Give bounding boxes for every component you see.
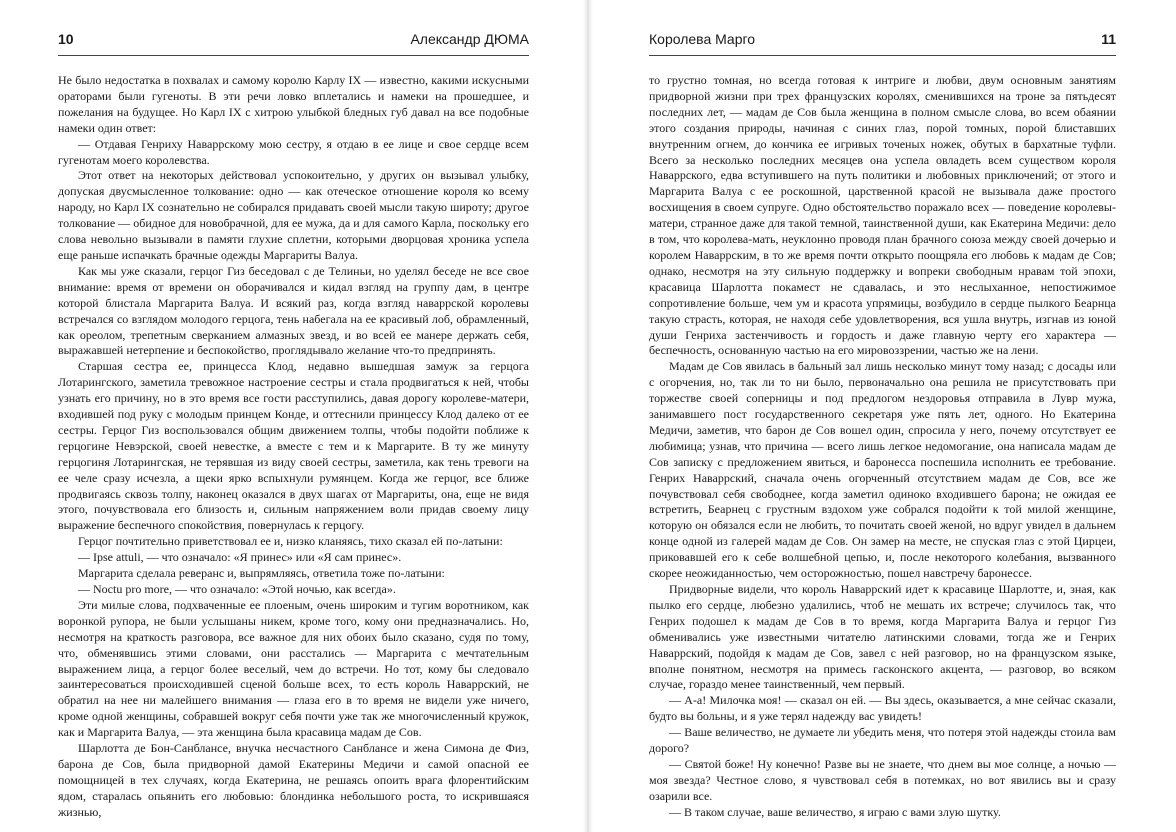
left-page-header (58, 31, 529, 53)
right-page-body (649, 73, 1116, 821)
paragraph: Герцог почтительно приветствовал ее и, низко кланяясь, тихо сказал ей по-латыни: (78, 534, 503, 549)
paragraph: — В таком случае, ваше величество, я играю с вами злую шутку. (669, 804, 1001, 819)
paragraph: — Noctu pro more, — что означало: «Этой ночью, как всегда». (78, 582, 396, 596)
paragraph: — Ipse attuli, — что означало: «Я принес» или «Я сам принес». (78, 550, 402, 565)
paragraph: Этот ответ на некоторых действовал успокоительно, у других он вызывал улыбку, допуская двусмысленное толкование: одно — как отеческое отношение короля ко всему народу, но Карл IX сознательно не собирался придавать своей мысли такую широту; другое толкование — обидное для новобрачной, для ее мужа, да и для самого Карла, поскольку его слова невольно вызывали в памяти глухие сплетни, которыми дворцовая хроника успела еще раньше испачкать брачные одежды Маргариты Валуа. (58, 168, 529, 262)
left-page (0, 0, 583, 832)
paragraph: Старшая сестра ее, принцесса Клод, недавно вышедшая замуж за герцога Лотарингского, заметила тревожное настроение сестры и стала продвигаться к ней, чтобы узнать его причину, но в это время все гости расступились, давая дорогу королеве-матери, входившей под руку с молодым принцем Конде, и оттеснили принцессу Клод далеко от ее сестры. Герцог Гиз воспользовался общим движением толпы, чтобы подойти поближе к герцогине Невэрской, своей невестке, а вместе с тем и к Маргарите. В ту же минуту герцогиня Лотарингская, не терявшая из виду своей сестры, заметила, как тень тревоги на ее челе сразу исчезла, а щеки ярко вспыхнули румянцем. Когда же герцог, все ближе продвигаясь сквозь толпу, наконец оказался в двух шагах от Маргариты, она, еще не видя этого, почувствовала его близость и, сильным напряжением воли придав своему лицу выражение беспечного спокойствия, повернулась к герцогу. (58, 359, 529, 533)
right-page (593, 0, 1176, 832)
paragraph: Мадам де Сов явилась в бальный зал лишь несколько минут тому назад; с досады или с огорчения, но, так ли то ни было, первоначально она решила не присутствовать при торжестве своей соперницы и под предлогом нездоровья отправила в Лувр мужа, занимавшего пост государственного секретаря уже пять лет, одного. Но Екатерина Медичи, заметив, что барон де Сов вошел один, спросила у него, почему отсутствует ее любимица; узнав, что причина — всего лишь легкое недомогание, она написала мадам де Сов записку с предложением явиться, и баронесса поспешила исполнить ее требование. Генрих Наваррский, сначала очень огорченный отсутствием мадам де Сов, все же почувствовал себя свободнее, когда заметил одиноко входившего барона; не ожидая ее встретить, Беарнец с грустным вздохом уже собрался подойти к той милой женщине, которую он обязался если не любить, то почитать своей женой, но вдруг увидел в дальнем конце одной из галерей мадам де Сов. Он замер на месте, не спуская глаз с этой Цирцеи, приковавшей его к себе волшебной цепью, и, после некоторого колебания, вызванного скорее неожиданностью, чем осторожностью, пошел навстречу баронессе. (649, 359, 1116, 581)
paragraph: Шарлотта де Бон-Санблансе, внучка несчастного Санблансе и жена Симона де Физ, барона де Сов, была придворной дамой Екатерины Медичи и самой опасной ее помощницей в тех случаях, когда Екатерина, не решаясь опоить врага флорентийским ядом, старалась опьянить его любовью: блондинка небольшого роста, то искрившаяся жизнью, (58, 741, 529, 819)
header-rule (649, 55, 1116, 56)
paragraph: Придворные видели, что король Наваррский идет к красавице Шарлотте, и, зная, как пылко его сердце, любезно удалились, чтоб не мешать их встрече; случилось так, что Генрих подошел к мадам де Сов в то время, когда Маргарита Валуа и герцог Гиз обменивались уже известными читателю латинскими словами, тогда же и Генрих Наваррский, подойдя к мадам де Сов, завел с ней разговор, но на французском языке, вполне понятном, несмотря на примесь гасконского акцента, — разговор, во всяком случае, гораздо менее таинственный, чем первый. (649, 582, 1116, 692)
running-head-author: Александр ДЮМА (410, 31, 529, 47)
page-number: 10 (58, 31, 74, 47)
paragraph: — Ваше величество, не думаете ли убедить меня, что потеря этой надежды стоила вам дорого? (649, 725, 1116, 756)
paragraph: Как мы уже сказали, герцог Гиз беседовал с де Телиньи, но уделял беседе не все свое внимание: время от времени он оборачивался и кидал взгляд на группу дам, в центре которой блистала Маргарита Валуа. И всякий раз, когда взгляд наваррской королевы встречался со взглядом молодого герцога, тень набегала на ее красивый лоб, обрамленный, как ореолом, трепетным сверканием алмазных звезд, и во всей ее манере держать себя, выражавшей нетерпение и беспокойство, проглядывало желание что-то предпринять. (58, 263, 529, 358)
running-head-title: Королева Марго (649, 31, 756, 47)
paragraph: — Отдавая Генриху Наваррскому мою сестру, я отдаю в ее лице и свое сердце всем гугенотам моего королевства. (58, 136, 529, 167)
right-page-header (649, 31, 1116, 53)
paragraph: — А-а! Милочка моя! — сказал он ей. — Вы здесь, оказывается, а мне сейчас сказали, будто вы больны, и я уже терял надежду вас увидеть! (649, 693, 1116, 724)
left-page-body (58, 73, 529, 821)
book-gutter (583, 0, 593, 832)
paragraph: Не было недостатка в похвалах и самому королю Карлу IX — известно, какими искусными ораторами были гугеноты. В эти речи ловко вплетались и намеки на прошедшее, и пожелания на будущее. Но Карл IX с хитрою улыбкой бледных губ давал на все подобные намеки один ответ: (58, 73, 529, 135)
page-number: 11 (1101, 31, 1116, 47)
paragraph: — Святой боже! Ну конечно! Разве вы не знаете, что днем вы мое солнце, а ночью — моя звезда? Честное слово, я чувствовал себя в потемках, но вот явились вы и сразу озарили все. (649, 756, 1116, 803)
paragraph: то грустно томная, но всегда готовая к интриге и любви, двум основным занятиям придворной жизни при трех французских королях, сменившихся на троне за пятьдесят последних лет, — мадам де Сов была женщина в полном смысле слова, во всем обаянии этого создания природы, начиная с синих глаз, порой томных, порой блиставших внутренним огнем, до кончика ее игривых точеных ножек, обутых в бархатные туфли. Всего за несколько последних месяцев она успела овладеть всем существом короля Наваррского, едва вступившего на путь политики и любовных приключений; от этого и Маргарита Валуа с ее роскошной, царственной красой не вызывала даже простого восхищения в своем супруге. Одно обстоятельство поражало всех — поведение королевы-матери, странное даже для такой темной, таинственной души, как Екатерина Медичи: дело в том, что королева-мать, неуклонно проводя план брачного союза между своей дочерью и королем Наваррским, в то же время почти открыто поощряла его любовь к мадам де Сов; однако, несмотря на эту сильную поддержку и вопреки свободным нравам той эпохи, красавица Шарлотта покамест не сдавалась, и это неслыханное, непостижимое сопротивление больше, чем ум и красота упрямицы, возбудило в сердце пылкого Беарнца такую страсть, которая, не находя себе удовлетворения, вся ушла внутрь, изгнав из юной души Генриха застенчивость и гордость и даже главную черту его характера — беспечность, основанную частью на его мировоззрении, частью же на лени. (649, 73, 1116, 358)
paragraph: Эти милые слова, подхваченные ее плоеным, очень широким и тугим воротником, как воронкой рупора, не были услышаны никем, кроме того, кому они предназначались. Но, несмотря на краткость разговора, все важное для них обоих было сказано, судя по тому, что, обменявшись этими словами, они расстались — Маргарита с мечтательным выражением лица, а герцог более веселый, чем до встречи. Но тот, кому бы следовало заинтересоваться происходившей сценой больше всех, то есть король Наваррский, не обратил на нее ни малейшего внимания — глаза его в то время не видели уже ничего, кроме одной женщины, собравшей вокруг себя почти уже так же многочисленный кружок, как и Маргарита Валуа, — эта женщина была красавица мадам де Сов. (58, 597, 529, 740)
header-rule (58, 55, 529, 56)
paragraph: Маргарита сделала реверанс и, выпрямляясь, ответила тоже по-латыни: (78, 566, 445, 581)
